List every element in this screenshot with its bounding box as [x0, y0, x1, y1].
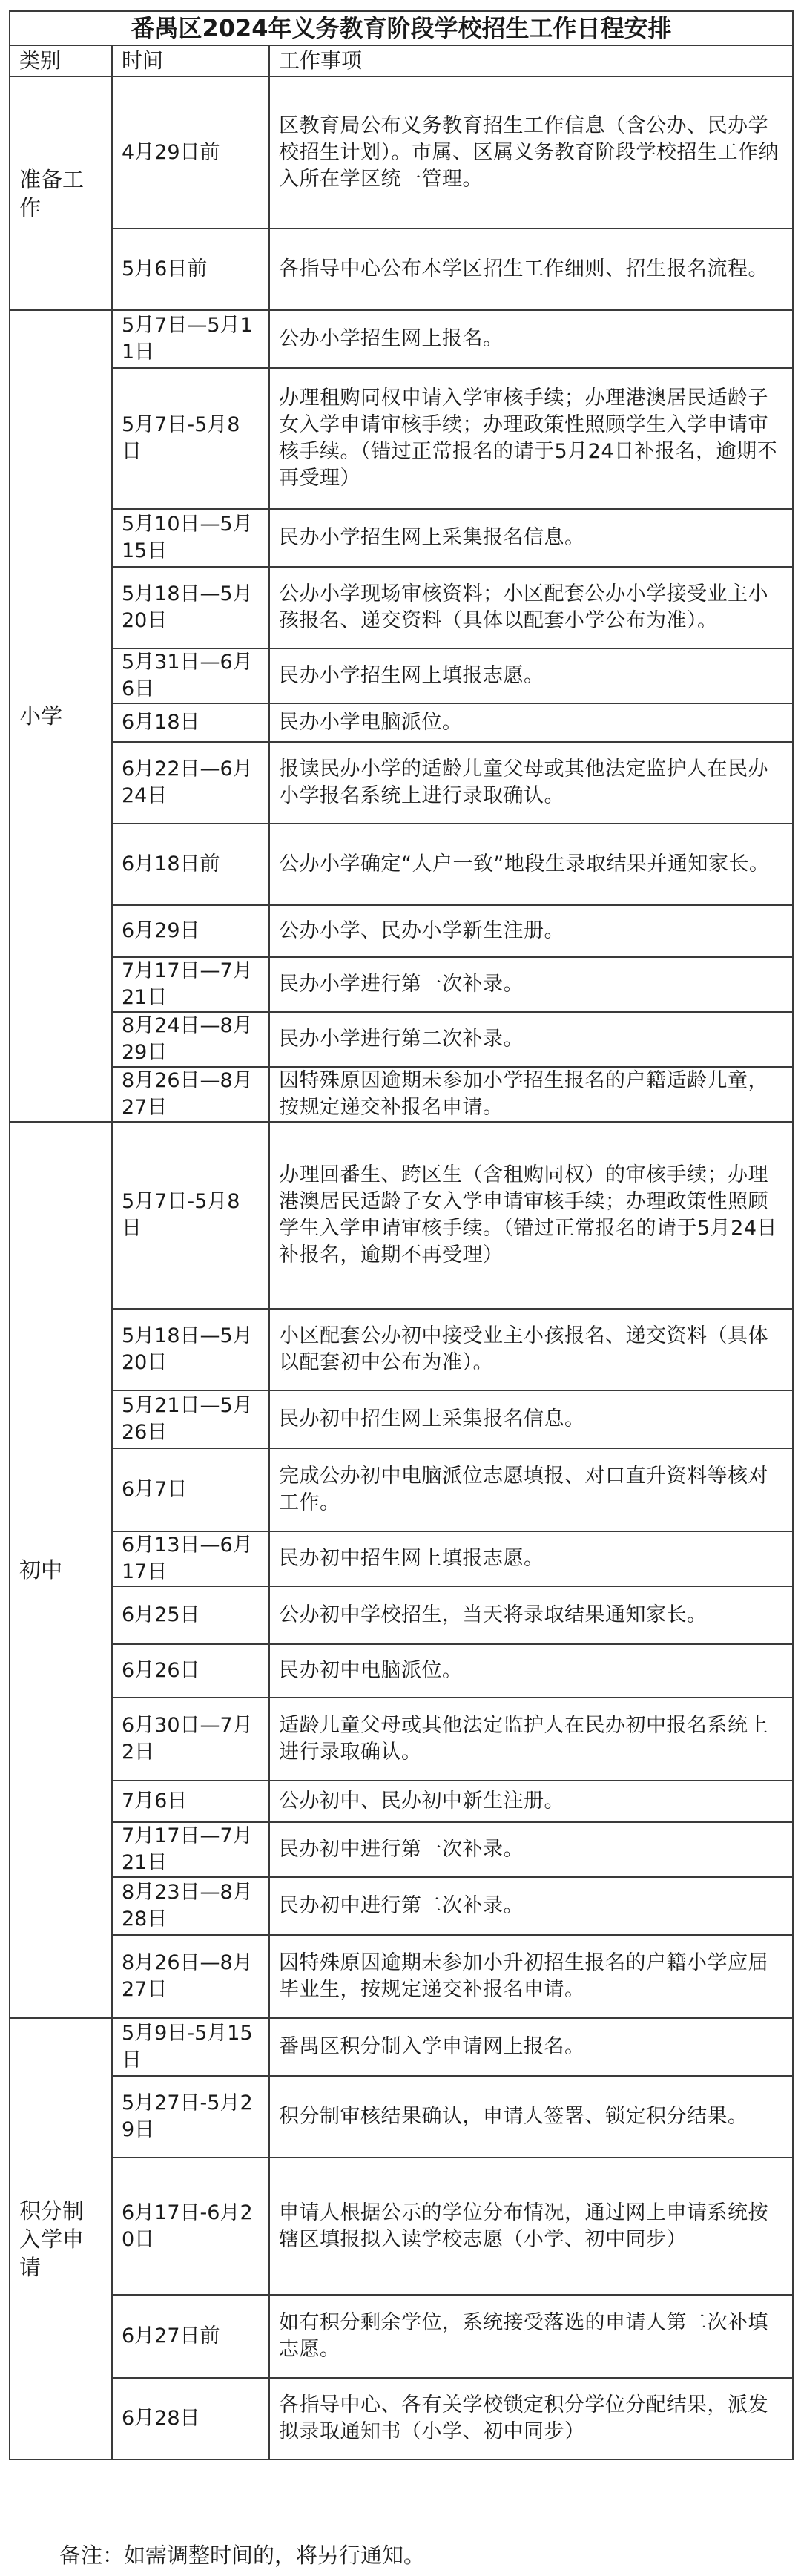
task-cell: 小区配套公办初中接受业主小孩报名、递交资料（具体以配套初中公布为准）。: [269, 1309, 793, 1390]
table-row: [10, 648, 793, 703]
category-cell: 积分制入学申请: [10, 2018, 112, 2460]
table-row: [10, 1012, 793, 1067]
table-row: [10, 2018, 793, 2076]
table-row: [10, 1781, 793, 1822]
task-cell: 民办小学进行第一次补录。: [269, 957, 793, 1012]
time-cell: 5月10日—5月15日: [112, 509, 269, 567]
table-row: [10, 310, 793, 368]
time-cell: 5月6日前: [112, 229, 269, 310]
table-row: [10, 1122, 793, 1309]
task-cell: 公办小学确定“人户一致”地段生录取结果并通知家长。: [269, 824, 793, 905]
table-row: [10, 957, 793, 1012]
time-cell: 6月18日前: [112, 824, 269, 905]
time-cell: 6月17日-6月20日: [112, 2158, 269, 2295]
time-cell: 5月18日—5月20日: [112, 1309, 269, 1390]
task-cell: 民办小学招生网上采集报名信息。: [269, 509, 793, 567]
title-row: [10, 11, 793, 45]
header-task: 工作事项: [269, 45, 793, 76]
task-cell: 办理回番生、跨区生（含租购同权）的审核手续；办理港澳居民适龄子女入学申请审核手续；办理政策性照顾学生入学申请审核手续。（错过正常报名的请于5月24日补报名，逾期不再受理）: [269, 1122, 793, 1309]
time-cell: 6月26日: [112, 1644, 269, 1698]
time-cell: 8月26日—8月27日: [112, 1067, 269, 1122]
time-cell: 5月7日—5月11日: [112, 310, 269, 368]
task-cell: 民办小学招生网上填报志愿。: [269, 648, 793, 703]
table-row: [10, 1067, 793, 1122]
table-row: [10, 2076, 793, 2158]
time-cell: 6月18日: [112, 703, 269, 742]
task-cell: 各指导中心、各有关学校锁定积分学位分配结果，派发拟录取通知书（小学、初中同步）: [269, 2378, 793, 2460]
task-cell: 公办初中、民办初中新生注册。: [269, 1781, 793, 1822]
time-cell: 8月24日—8月29日: [112, 1012, 269, 1067]
time-cell: 6月7日: [112, 1448, 269, 1531]
time-cell: 6月28日: [112, 2378, 269, 2460]
time-cell: 5月9日-5月15日: [112, 2018, 269, 2076]
table-row: [10, 509, 793, 567]
table-row: [10, 1586, 793, 1644]
task-cell: 公办小学现场审核资料；小区配套公办小学接受业主小孩报名、递交资料（具体以配套小学公布为准）。: [269, 567, 793, 648]
time-cell: 6月30日—7月2日: [112, 1698, 269, 1781]
task-cell: 适龄儿童父母或其他法定监护人在民办初中报名系统上进行录取确认。: [269, 1698, 793, 1781]
time-cell: 5月31日—6月6日: [112, 648, 269, 703]
table-row: [10, 1935, 793, 2018]
category-cell: 准备工作: [10, 76, 112, 310]
table-row: [10, 1448, 793, 1531]
table-row: [10, 1531, 793, 1586]
table-title: 番禺区2024年义务教育阶段学校招生工作日程安排: [10, 11, 793, 45]
table-row: [10, 2295, 793, 2378]
task-cell: 民办小学进行第二次补录。: [269, 1012, 793, 1067]
table-row: [10, 2378, 793, 2460]
task-cell: 民办初中进行第二次补录。: [269, 1877, 793, 1935]
table-row: [10, 368, 793, 509]
table-row: [10, 567, 793, 648]
task-cell: 各指导中心公布本学区招生工作细则、招生报名流程。: [269, 229, 793, 310]
time-cell: 5月7日-5月8日: [112, 368, 269, 509]
time-cell: 5月27日-5月29日: [112, 2076, 269, 2158]
task-cell: 办理租购同权申请入学审核手续；办理港澳居民适龄子女入学申请审核手续；办理政策性照顾学生入学申请审核手续。（错过正常报名的请于5月24日补报名，逾期不再受理）: [269, 368, 793, 509]
schedule-table: [9, 10, 794, 2460]
task-cell: 民办初中电脑派位。: [269, 1644, 793, 1698]
category-cell: 小学: [10, 310, 112, 1122]
table-row: [10, 1877, 793, 1935]
table-row: [10, 229, 793, 310]
table-row: [10, 742, 793, 824]
task-cell: 因特殊原因逾期未参加小学招生报名的户籍适龄儿童，按规定递交补报名申请。: [269, 1067, 793, 1122]
task-cell: 公办初中学校招生，当天将录取结果通知家长。: [269, 1586, 793, 1644]
table-row: [10, 1644, 793, 1698]
task-cell: 报读民办小学的适龄儿童父母或其他法定监护人在民办小学报名系统上进行录取确认。: [269, 742, 793, 824]
header-row: [10, 45, 793, 76]
task-cell: 民办初中进行第一次补录。: [269, 1822, 793, 1877]
time-cell: 6月27日前: [112, 2295, 269, 2378]
task-cell: 公办小学招生网上报名。: [269, 310, 793, 368]
task-cell: 完成公办初中电脑派位志愿填报、对口直升资料等核对工作。: [269, 1448, 793, 1531]
table-row: [10, 1309, 793, 1390]
task-cell: 民办初中招生网上填报志愿。: [269, 1531, 793, 1586]
task-cell: 积分制审核结果确认，申请人签署、锁定积分结果。: [269, 2076, 793, 2158]
time-cell: 8月26日—8月27日: [112, 1935, 269, 2018]
table-row: [10, 1390, 793, 1448]
header-time: 时间: [112, 45, 269, 76]
task-cell: 民办小学电脑派位。: [269, 703, 793, 742]
time-cell: 7月17日—7月21日: [112, 957, 269, 1012]
task-cell: 公办小学、民办小学新生注册。: [269, 905, 793, 957]
time-cell: 8月23日—8月28日: [112, 1877, 269, 1935]
category-cell: 初中: [10, 1122, 112, 2018]
time-cell: 7月17日—7月21日: [112, 1822, 269, 1877]
table-row: [10, 2158, 793, 2295]
table-row: [10, 905, 793, 957]
footnote: 备注：如需调整时间的，将另行通知。: [59, 2543, 426, 2568]
task-cell: 如有积分剩余学位，系统接受落选的申请人第二次补填志愿。: [269, 2295, 793, 2378]
header-category: 类别: [10, 45, 112, 76]
time-cell: 6月13日—6月17日: [112, 1531, 269, 1586]
time-cell: 6月29日: [112, 905, 269, 957]
task-cell: 因特殊原因逾期未参加小升初招生报名的户籍小学应届毕业生，按规定递交补报名申请。: [269, 1935, 793, 2018]
time-cell: 5月7日-5月8日: [112, 1122, 269, 1309]
table-row: [10, 703, 793, 742]
table-row: [10, 1822, 793, 1877]
task-cell: 番禺区积分制入学申请网上报名。: [269, 2018, 793, 2076]
time-cell: 6月22日—6月24日: [112, 742, 269, 824]
table-row: [10, 1698, 793, 1781]
time-cell: 5月18日—5月20日: [112, 567, 269, 648]
time-cell: 5月21日—5月26日: [112, 1390, 269, 1448]
table-row: [10, 76, 793, 229]
task-cell: 民办初中招生网上采集报名信息。: [269, 1390, 793, 1448]
time-cell: 4月29日前: [112, 76, 269, 229]
task-cell: 申请人根据公示的学位分布情况，通过网上申请系统按辖区填报拟入读学校志愿（小学、初中同步）: [269, 2158, 793, 2295]
time-cell: 6月25日: [112, 1586, 269, 1644]
task-cell: 区教育局公布义务教育招生工作信息（含公办、民办学校招生计划）。市属、区属义务教育阶段学校招生工作纳入所在学区统一管理。: [269, 76, 793, 229]
table-row: [10, 824, 793, 905]
time-cell: 7月6日: [112, 1781, 269, 1822]
